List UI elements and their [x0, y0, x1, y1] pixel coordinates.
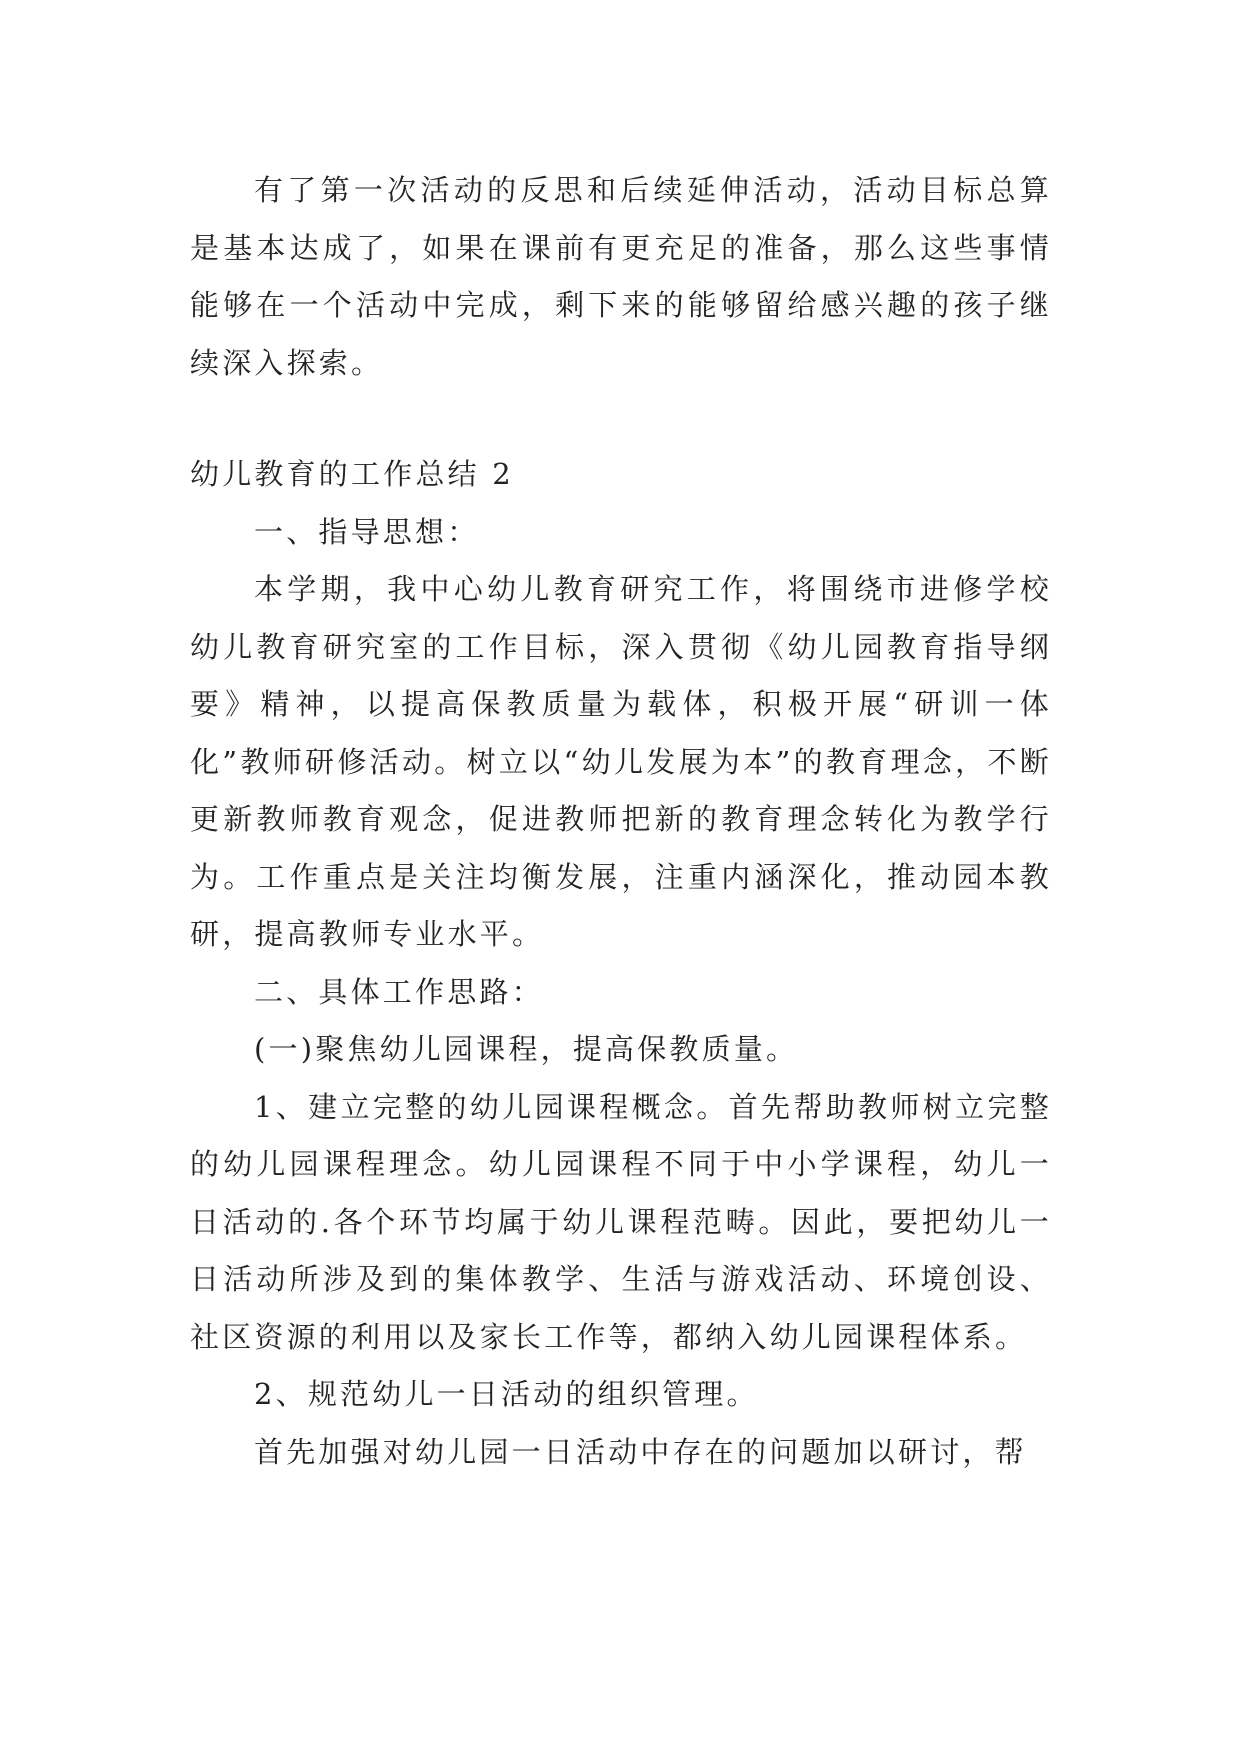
guiding-ideology-paragraph: 本学期，我中心幼儿教育研究工作，将围绕市进修学校幼儿教育研究室的工作目标，深入贯彻《幼儿园教育指导纲要》精神，以提高保教质量为载体，积极开展“研训一体化”教师研修活动。树立以“幼儿发展为本”的教育理念，不断更新教师教育观念，促进教师把新的教育理念转化为教学行为。工作重点是关注均衡发展，注重内涵深化，推动园本教研，提高教师专业水平。: [190, 572, 1052, 951]
document-title: 幼儿教育的工作总结 2: [190, 457, 514, 491]
section-heading-work-plan: 二、具体工作思路：: [254, 974, 544, 1009]
curriculum-concept-paragraph: 1、建立完整的幼儿园课程概念。首先帮助教师树立完整的幼儿园课程理念。幼儿园课程不同于中小学课程，幼儿一日活动的.各个环节均属于幼儿课程范畴。因此，要把幼儿一日活动所涉及到的集体教学、生活与游戏活动、环境创设、社区资源的利用以及家长工作等，都纳入幼儿园课程体系。: [190, 1089, 1052, 1354]
subsection-heading-curriculum: (一)聚焦幼儿园课程，提高保教质量。: [254, 1032, 799, 1066]
daily-activity-paragraph: 首先加强对幼儿园一日活动中存在的问题加以研讨，帮: [254, 1434, 1027, 1469]
item-heading-daily-activity: 2、规范幼儿一日活动的组织管理。: [254, 1377, 759, 1411]
intro-paragraph: 有了第一次活动的反思和后续延伸活动，活动目标总算是基本达成了，如果在课前有更充足的准备，那么这些事情能够在一个活动中完成，剩下来的能够留给感兴趣的孩子继续深入探索。: [190, 173, 1052, 380]
section-heading-guiding-ideology: 一、指导思想：: [254, 514, 480, 549]
document-page: [190, 162, 1052, 1481]
